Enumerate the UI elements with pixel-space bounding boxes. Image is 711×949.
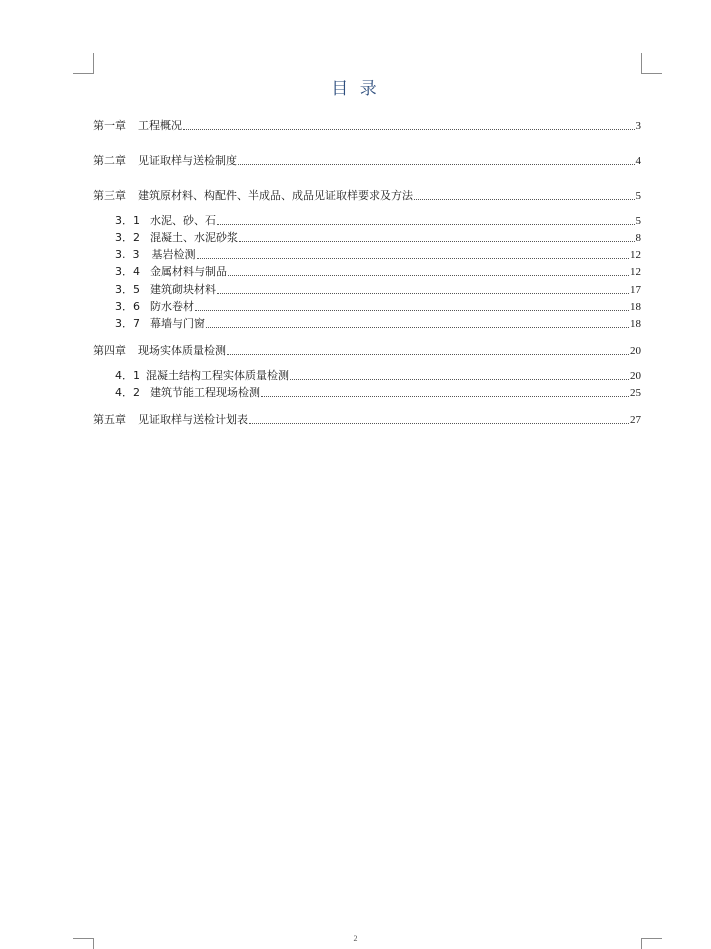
toc-entry-label: 工程概况 (138, 119, 182, 132)
toc-entry-number: 3．5 (115, 283, 140, 296)
toc-entry-label: 基岩检测 (151, 248, 196, 261)
toc-entry-label: 幕墙与门窗 (150, 317, 205, 330)
toc-dot-leader (249, 423, 629, 424)
toc-entry-number: 第一章 (93, 119, 126, 132)
toc-entry-number: 3．7 (115, 317, 140, 330)
toc-dot-leader (217, 293, 629, 294)
toc-dot-leader (206, 327, 629, 328)
toc-entry-label: 现场实体质量检测 (138, 344, 226, 357)
toc-entry-section-3-7[interactable] (115, 315, 641, 331)
toc-entry-section-4-1[interactable] (115, 367, 641, 383)
toc-entry-section-3-6[interactable] (115, 298, 641, 314)
toc-entry-chapter-1[interactable] (93, 117, 641, 133)
toc-entry-page: 27 (630, 414, 641, 426)
toc-entry-section-3-3[interactable] (115, 246, 641, 262)
toc-entry-number: 第二章 (93, 154, 126, 167)
toc-entry-section-3-2[interactable] (115, 229, 641, 245)
toc-entry-label: 见证取样与送检计划表 (138, 413, 248, 426)
toc-entry-number: 第三章 (93, 189, 126, 202)
toc-dot-leader (197, 258, 630, 259)
toc-entry-page: 8 (635, 232, 641, 244)
toc-dot-leader (239, 241, 635, 242)
toc-dot-leader (228, 275, 629, 276)
toc-entry-page: 18 (630, 301, 641, 313)
toc-entry-label: 建筑节能工程现场检测 (150, 386, 260, 399)
toc-entry-page: 4 (635, 155, 641, 167)
toc-dot-leader (227, 354, 629, 355)
toc-entry-section-3-4[interactable] (115, 263, 641, 279)
toc-entry-label: 见证取样与送检制度 (138, 154, 237, 167)
toc-entry-chapter-4[interactable] (93, 342, 641, 358)
toc-entry-section-4-2[interactable] (115, 384, 641, 400)
toc-entry-section-3-1[interactable] (115, 212, 641, 228)
toc-dot-leader (183, 129, 635, 130)
toc-entry-number: 3. 3 (115, 248, 140, 261)
toc-dot-leader (195, 310, 629, 311)
toc-entry-page: 25 (630, 387, 641, 399)
toc-entry-label: 建筑砌块材料 (150, 283, 216, 296)
toc-entry-label: 防水卷材 (150, 300, 194, 313)
toc-entry-chapter-2[interactable] (93, 152, 641, 168)
toc-entry-label: 金属材料与制品 (150, 265, 227, 278)
toc-entry-label: 混凝土结构工程实体质量检测 (146, 369, 289, 382)
toc-dot-leader (290, 379, 629, 380)
toc-title: 目 录 (331, 79, 380, 99)
toc-entry-number: 3．1 (115, 214, 140, 227)
toc-entry-number: 4．2 (115, 386, 140, 399)
toc-entry-label: 建筑原材料、构配件、半成品、成品见证取样要求及方法 (138, 189, 413, 202)
toc-dot-leader (217, 224, 635, 225)
toc-entry-number: 第四章 (93, 344, 126, 357)
toc-entry-page: 12 (630, 249, 641, 261)
toc-entry-page: 17 (630, 284, 641, 296)
toc-entry-number: 3．4 (115, 265, 140, 278)
toc-entry-page: 12 (630, 266, 641, 278)
toc-entry-page: 5 (635, 190, 641, 202)
crop-mark-top-right (641, 53, 662, 74)
toc-dot-leader (238, 164, 635, 165)
toc-entry-number: 3．6 (115, 300, 140, 313)
toc-entry-page: 20 (630, 345, 641, 357)
crop-mark-top-left (73, 53, 94, 74)
toc-entry-chapter-5[interactable] (93, 411, 641, 427)
toc-entry-chapter-3[interactable] (93, 187, 641, 203)
toc-entry-number: 第五章 (93, 413, 126, 426)
toc-entry-label: 混凝土、水泥砂浆 (150, 231, 238, 244)
toc-dot-leader (261, 396, 629, 397)
toc-dot-leader (414, 199, 635, 200)
toc-entry-page: 5 (635, 215, 641, 227)
toc-entry-number: 4．1 (115, 369, 140, 382)
toc-entry-section-3-5[interactable] (115, 281, 641, 297)
page-number: 2 (353, 934, 358, 943)
toc-entry-page: 18 (630, 318, 641, 330)
toc-entry-number: 3．2 (115, 231, 140, 244)
toc-entry-label: 水泥、砂、石 (150, 214, 216, 227)
toc-entry-page: 3 (635, 120, 641, 132)
toc-entry-page: 20 (630, 370, 641, 382)
